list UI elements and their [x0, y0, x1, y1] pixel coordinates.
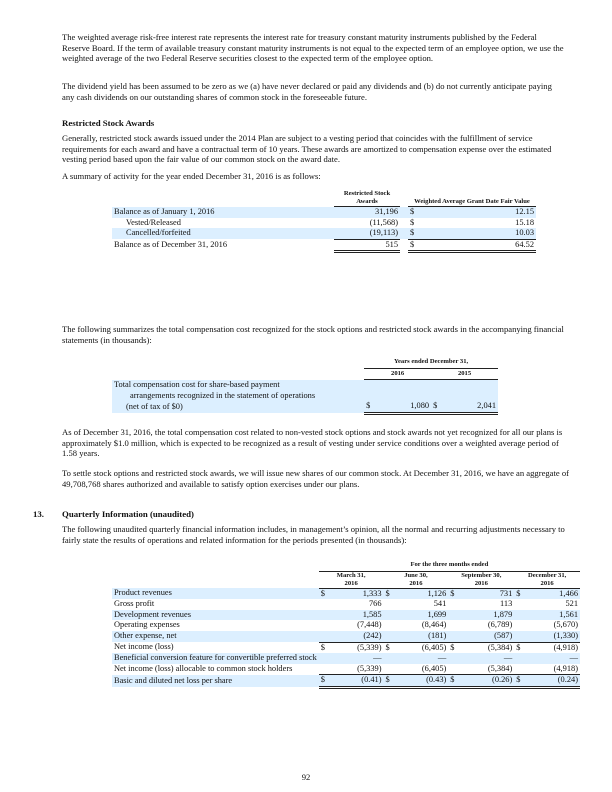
table-row [112, 588, 580, 599]
awards-value: (19,113) [334, 228, 400, 239]
currency [384, 599, 397, 610]
currency: $ [514, 675, 527, 688]
currency: $ [319, 588, 332, 599]
awards-value: 515 [334, 239, 400, 252]
currency [319, 664, 332, 675]
currency: $ [431, 401, 445, 413]
quarterly-intro: The following unaudited quarterly financial information includes, in management’s opinion, all the normal and recurring adjustments necessary to fairly state the results of operations and related information for the periods presented (in thousands): [62, 524, 565, 545]
quarter-value: — [528, 653, 581, 664]
q3-header: September 30, 2016 [448, 571, 514, 588]
currency: $ [385, 642, 390, 652]
q2-header: June 30, 2016 [384, 571, 449, 588]
row-label: Balance as of December 31, 2016 [114, 240, 228, 250]
quarter-value: — [397, 653, 449, 664]
currency [514, 631, 527, 642]
rsa-table [112, 190, 536, 253]
quarter-value: 521 [565, 599, 578, 609]
currency [448, 610, 461, 621]
year-2015-header: 2015 [431, 368, 498, 380]
table-row [112, 664, 580, 675]
currency [384, 664, 397, 675]
currency: $ [320, 642, 325, 652]
fair-value: 12.15 [422, 207, 536, 218]
summary-intro: A summary of activity for the year ended December 31, 2016 is as follows: [62, 171, 321, 181]
currency [448, 620, 461, 631]
table-row [112, 653, 580, 664]
currency [384, 620, 397, 631]
currency: $ [410, 217, 415, 227]
table-row [112, 642, 580, 653]
page-number: 92 [301, 772, 311, 782]
quarter-value: (0.41) [332, 675, 384, 688]
currency [448, 599, 461, 610]
currency [384, 631, 397, 642]
currency: $ [516, 642, 521, 652]
quarter-value: (8,464) [421, 620, 447, 630]
table-row [112, 207, 536, 218]
settle-paragraph: To settle stock options and restricted stock awards, we will issue new shares of our common stock. At December 31, 2016, we have an aggregate of 49,708,768 shares authorized and available to satisfy option exercises under our plans. [62, 468, 570, 489]
table-row [112, 401, 498, 413]
quarter-value: (242) [332, 631, 384, 642]
currency [319, 610, 332, 621]
row-label: (net of tax of $0) [112, 401, 364, 413]
rsa-awards-header: Restricted Stock Awards [334, 190, 400, 207]
currency [514, 599, 527, 610]
currency [319, 653, 332, 664]
currency [514, 620, 527, 631]
quarter-value: 113 [500, 599, 513, 609]
currency [319, 599, 332, 610]
table-row [112, 391, 498, 402]
comp-2016-value: 1,080 [378, 401, 431, 413]
currency [319, 631, 332, 642]
awards-value: 31,196 [334, 207, 400, 218]
years-ended-header: Years ended December 31, [364, 357, 498, 368]
currency [448, 653, 461, 664]
quarterly-heading: Quarterly Information (unaudited) [62, 509, 194, 519]
quarter-value: (4,918) [553, 642, 578, 652]
quarter-value: (5,670) [553, 620, 578, 630]
quarter-value: (6,789) [487, 620, 513, 630]
table-row [112, 380, 498, 391]
currency [319, 620, 332, 631]
dividend-paragraph: The dividend yield has been assumed to be zero as we (a) have never declared or paid any dividends and (b) do not currently anticipate paying any cash dividends on our outstanding shares of common stock in the foreseeable future. [62, 81, 552, 102]
quarter-value: 1,126 [397, 588, 449, 599]
quarter-value: (0.26) [462, 675, 515, 688]
currency [448, 664, 461, 675]
year-2016-header: 2016 [364, 368, 431, 380]
comp-table [112, 357, 498, 415]
currency [514, 610, 527, 621]
quarter-value: (1,330) [528, 631, 581, 642]
quarter-value: — [332, 653, 384, 664]
fair-value: 10.03 [422, 228, 536, 239]
quarter-value: (0.24) [528, 675, 581, 688]
quarter-value: (6,405) [421, 642, 447, 652]
quarter-value: — [462, 653, 515, 664]
fair-value: 64.52 [422, 239, 536, 252]
three-months-header: For the three months ended [319, 560, 580, 571]
table-row [112, 228, 536, 239]
quarter-value: (5,384) [462, 664, 515, 675]
row-label: Cancelled/forfeited [112, 228, 334, 239]
quarter-value: 1,333 [332, 588, 384, 599]
row-label: Beneficial conversion feature for convertible preferred stock [114, 653, 317, 663]
currency: $ [448, 675, 461, 688]
quarter-value: (5,339) [332, 664, 384, 675]
table-row [112, 239, 536, 252]
currency: $ [408, 228, 422, 239]
quarter-value: 541 [433, 599, 447, 609]
q1-header: March 31, 2016 [319, 571, 384, 588]
risk-free-paragraph: The weighted average risk-free interest rate represents the interest rate for treasury constant maturity instruments published by the Federal Reserve Board. If the term of available treasury constant maturity instruments is not equal to the expected term of an employee option, we use the weighted average of the two Federal Reserve securities closest to the expected term of the employee option. [62, 32, 564, 64]
awards-value: (11,568) [369, 217, 398, 227]
currency: $ [364, 401, 378, 413]
table-row [112, 631, 580, 642]
currency: $ [319, 675, 332, 688]
currency [514, 664, 527, 675]
quarter-value: (4,918) [528, 664, 581, 675]
rsa-heading: Restricted Stock Awards [62, 118, 155, 128]
row-label: Development revenues [112, 610, 319, 621]
row-label: Total compensation cost for share-based payment [112, 380, 364, 391]
row-label: Balance as of January 1, 2016 [112, 207, 334, 218]
rsa-fair-value-header: Weighted Average Grant Date Fair Value [408, 190, 536, 207]
section-number: 13. [33, 509, 44, 519]
quarter-value: (0.43) [397, 675, 449, 688]
table-row [112, 610, 580, 621]
quarter-value: 766 [368, 599, 382, 609]
quarter-value: 731 [462, 588, 515, 599]
row-label: Net income (loss) [114, 642, 174, 652]
currency: $ [384, 588, 397, 599]
quarter-value: 1,879 [462, 610, 515, 621]
quarter-value: (587) [462, 631, 515, 642]
rsa-paragraph: Generally, restricted stock awards issued under the 2014 Plan are subject to a vesting period that coincides with the fulfillment of service requirements for each award and have a contractual term of 10 years. These awards are amortized to compensation expense over the estimated vesting period based upon the fair value of our common stock on the award date. [62, 133, 552, 165]
comp-2015-value: 2,041 [445, 401, 498, 413]
row-label: Other expense, net [112, 631, 319, 642]
row-label: arrangements recognized in the statement of operations [112, 391, 364, 402]
currency: $ [384, 675, 397, 688]
comp-intro: The following summarizes the total compensation cost recognized for the stock options and restricted stock awards in the accompanying financial statements (in thousands): [62, 324, 564, 345]
quarter-value: (7,448) [357, 620, 382, 630]
unrecognized-paragraph: As of December 31, 2016, the total compensation cost related to non-vested stock options and stock awards not yet recognized for all our plans is approximately $1.0 million, which is expected to be recognized as a result of vesting under service conditions over a weighted average period of 1.58 years. [62, 427, 563, 459]
row-label: Basic and diluted net loss per share [112, 675, 319, 688]
quarterly-table [112, 560, 580, 689]
currency: $ [408, 239, 422, 252]
fair-value: 15.18 [515, 217, 534, 227]
currency [384, 610, 397, 621]
currency: $ [450, 642, 455, 652]
quarter-value: 1,466 [528, 588, 581, 599]
currency [448, 631, 461, 642]
currency: $ [408, 207, 422, 218]
table-row [112, 675, 580, 688]
table-row [112, 218, 536, 229]
quarter-value: (5,339) [357, 642, 382, 652]
currency [384, 653, 397, 664]
q4-header: December 31, 2016 [514, 571, 580, 588]
quarter-value: 1,585 [332, 610, 384, 621]
quarter-value: (6,405) [397, 664, 449, 675]
row-label: Vested/Released [126, 217, 181, 227]
currency [514, 653, 527, 664]
row-label: Product revenues [112, 588, 319, 599]
quarter-value: (181) [397, 631, 449, 642]
quarter-value: (5,384) [487, 642, 513, 652]
table-row [112, 620, 580, 631]
row-label: Net income (loss) allocable to common stock holders [114, 664, 293, 673]
row-label: Gross profit [114, 599, 155, 609]
quarter-value: 1,699 [397, 610, 449, 621]
quarter-value: 1,561 [528, 610, 581, 621]
currency: $ [514, 588, 527, 599]
table-row [112, 599, 580, 610]
currency: $ [448, 588, 461, 599]
row-label: Operating expenses [114, 620, 180, 630]
